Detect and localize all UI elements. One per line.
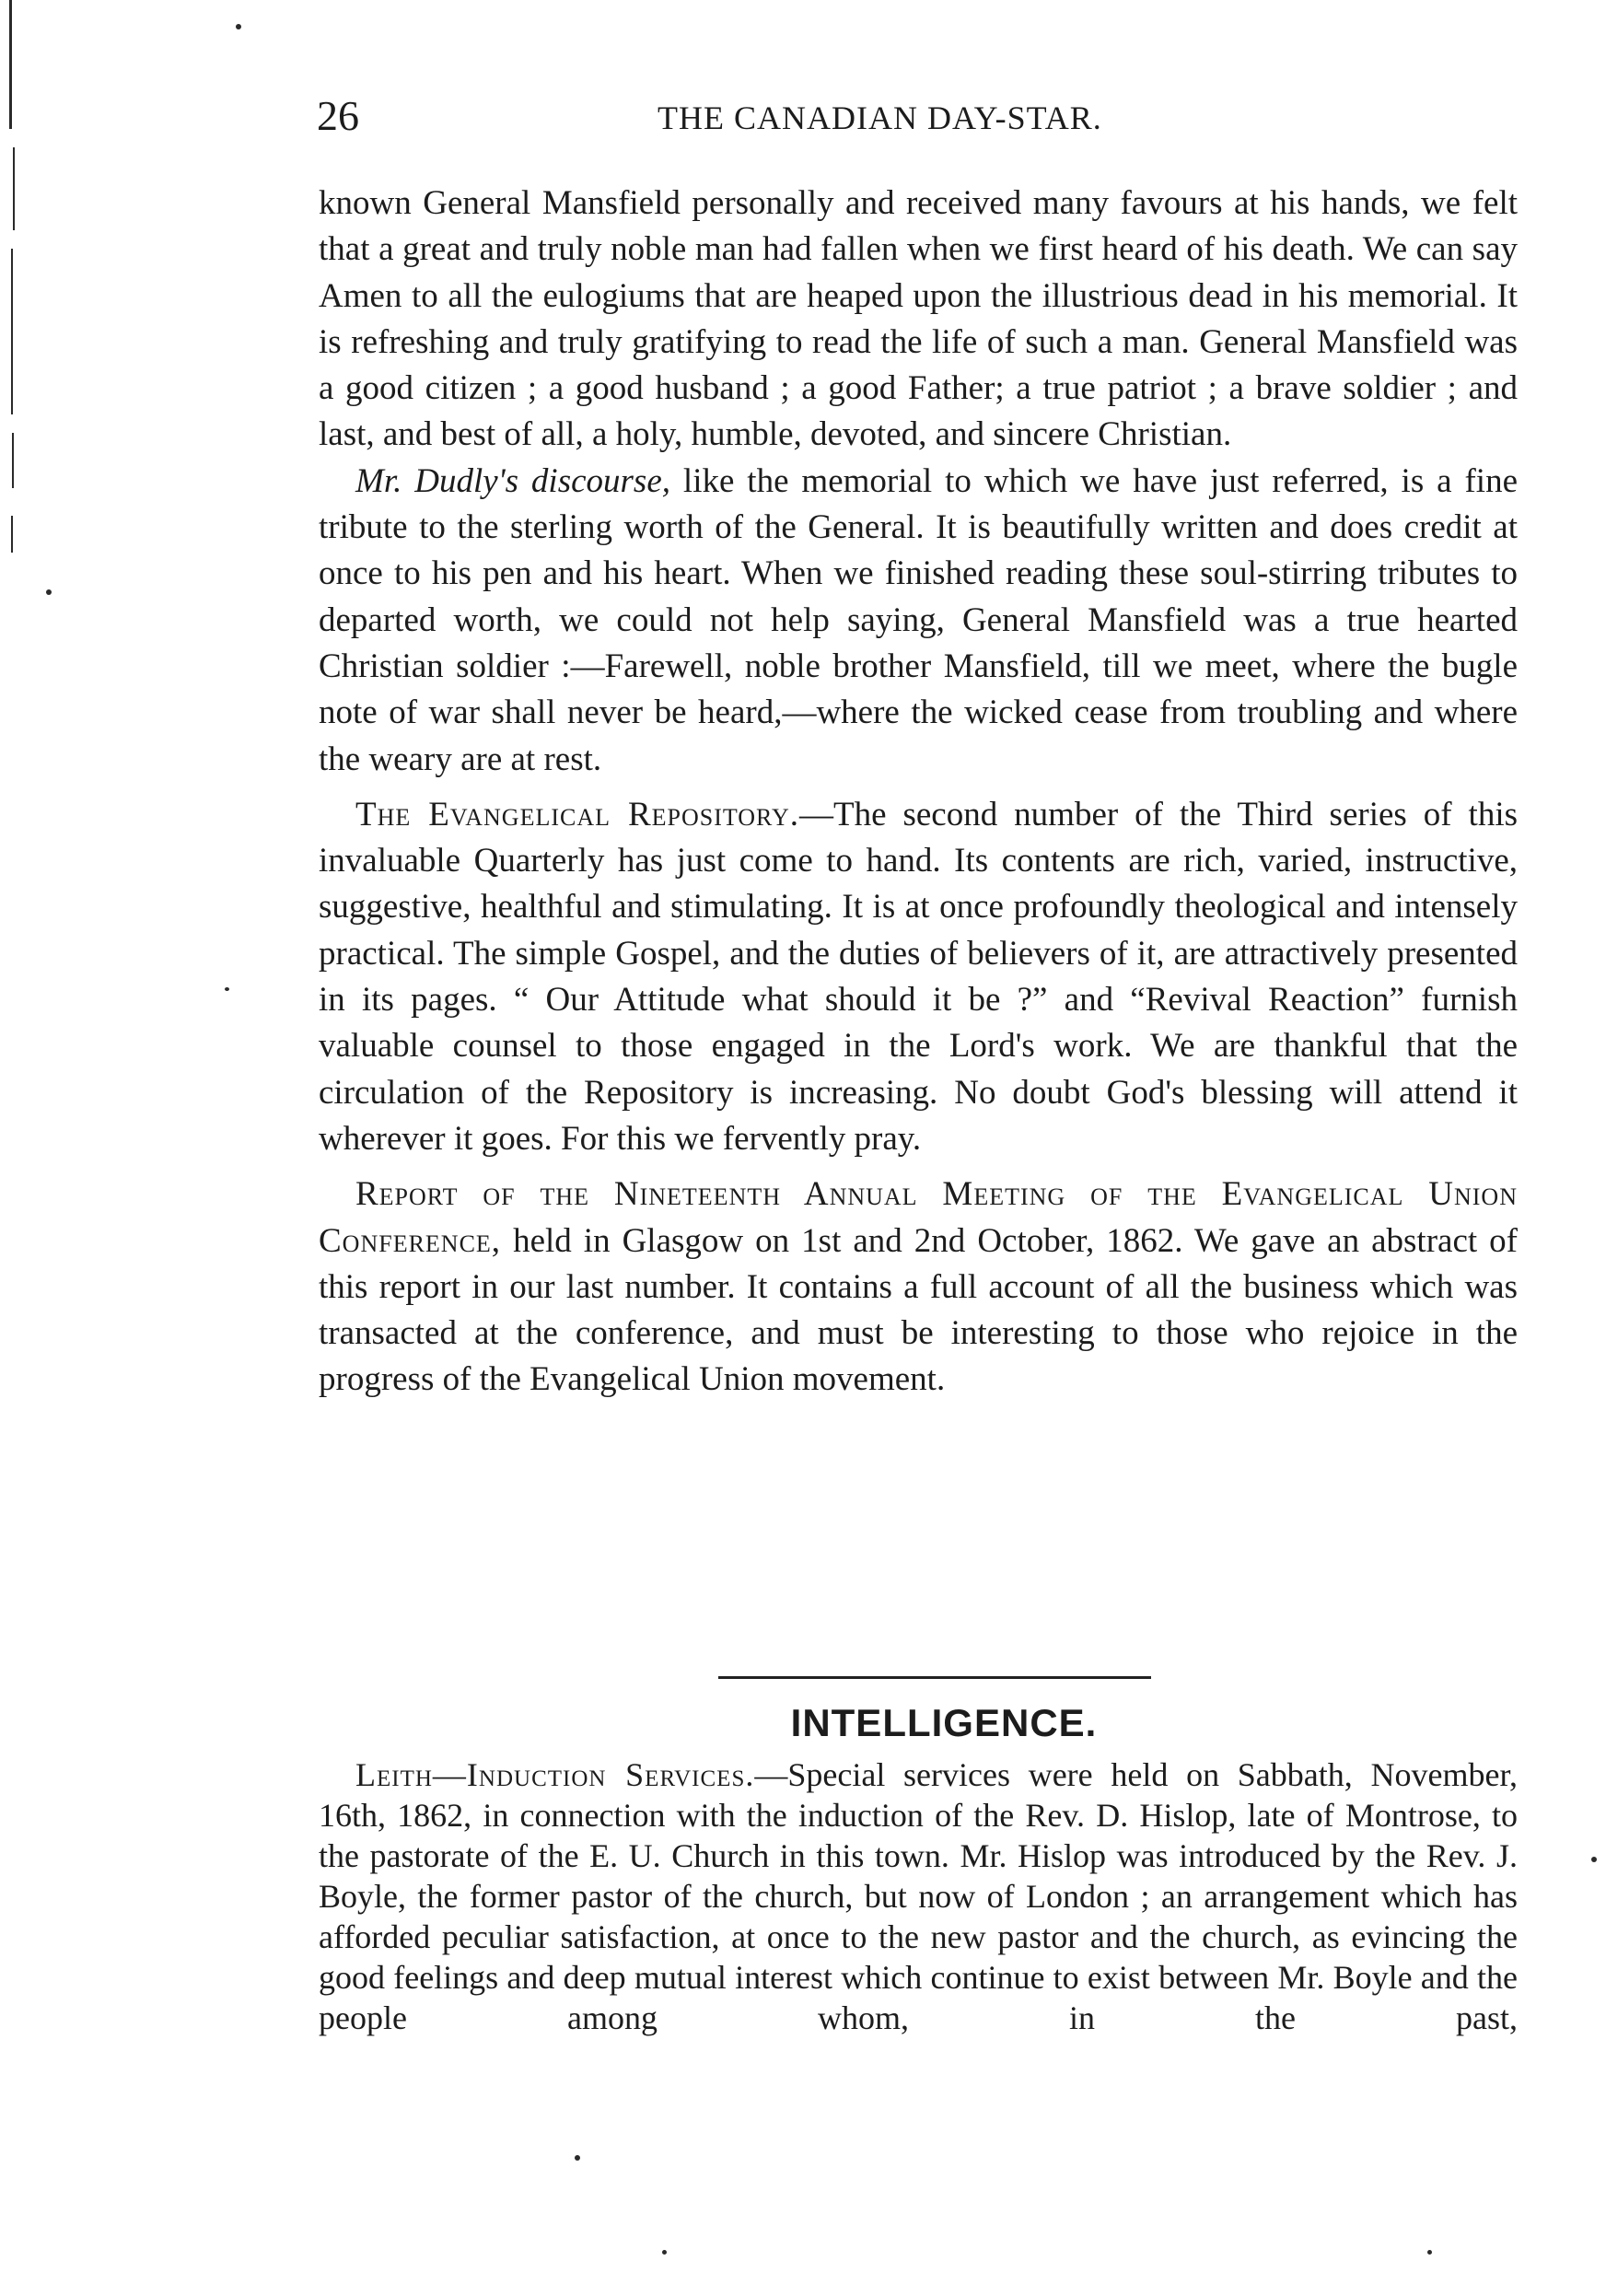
scan-speck [662, 2250, 667, 2255]
scan-speck [575, 2155, 580, 2161]
scan-edge-mark [12, 433, 14, 488]
page-number: 26 [317, 92, 359, 139]
section-heading-intelligence: INTELLIGENCE. [790, 1701, 1098, 1744]
scan-speck [1427, 2250, 1432, 2255]
scan-edge-mark [9, 0, 12, 129]
paragraph-lead: The Evangelical Repository. [355, 795, 799, 833]
page-header [317, 88, 1542, 144]
paragraph-leith-induction: Leith—Induction Services.—Special services were held on Sabbath, November, 16th, 1862, in connection with the induction of the Rev. D. Hislop, late of Montrose, to the pastorate of the E. U. Church in this town. Mr. Hislop was introduced by the Rev. J. Boyle, the former pastor of the church, but now of London ; an arrangement which has afforded peculiar satisfaction, at once to the new pastor and the church, as evincing the good feelings and deep mutual interest which continue to exist between Mr. Boyle and the people among whom, in the past, [319, 1756, 1518, 2036]
scan-edge-mark [11, 249, 13, 414]
scan-edge-mark [13, 147, 15, 230]
paragraph-lead: Leith—Induction Services. [355, 1756, 755, 1793]
paragraph-dudly-discourse: Mr. Dudly's discourse, like the memorial to which we have just referred, is a fine tribute to the sterling worth of the General. It is beautifully written and does credit at once to his pen and his heart. When we finished reading these soul-stirring tributes to departed worth, we could not help saying, General Mansfield was a true hearted Christian soldier :—Farewell, noble brother Mansfield, till we meet, where the bugle note of war shall never be heard,—where the wicked cease from troubling and where the weary are at rest. [319, 461, 1518, 778]
paragraph-lead: Mr. Dudly's discourse, [355, 461, 670, 500]
paragraph-evangelical-repository: The Evangelical Repository.—The second number of the Third series of this invaluable Quarterly has just come to hand. Its contents are rich, varied, instructive, suggestive, healthful and stimulating. It is at once profoundly theological and intensely practical. The simple Gospel, and the duties of believers of it, are attractively presented in its pages. “ Our Attitude what should it be ?” and “Revival Reaction” furnish valuable counsel to those engaged in the Lord's work. We are thankful that the circulation of the Repository is increasing. No doubt God's blessing will attend it wherever it goes. For this we fervently pray. [319, 795, 1518, 1158]
running-title: THE CANADIAN DAY-STAR. [658, 99, 1102, 136]
scan-edge-mark [11, 516, 13, 553]
scan-speck [236, 24, 241, 29]
article-body [319, 181, 1518, 1404]
paragraph-lead: Report of the Nineteenth Annual Meeting of the Evangelical Union Conference, [319, 1175, 1518, 1260]
paragraph-conference-report: Report of the Nineteenth Annual Meeting of the Evangelical Union Conference, held in Glasgow on 1st and 2nd October, 1862. We gave an abstract of this report in our last number. It contains a full account of all the business which was transacted at the conference, and must be interesting to those who rejoice in the progress of the Evangelical Union movement. [319, 1175, 1518, 1399]
section-divider [718, 1676, 1151, 1679]
scan-speck [225, 987, 229, 991]
scan-speck [46, 589, 52, 595]
paragraph-mansfield: known General Mansfield personally and received many favours at his hands, we felt that a great and truly noble man had fallen when we first heard of his death. We can say Amen to all the eulogiums that are heaped upon the illustrious dead in his memorial. It is refreshing and truly gratifying to read the life of such a man. General Mansfield was a good citizen ; a good husband ; a good Father; a true patriot ; a brave soldier ; and last, and best of all, a holy, humble, devoted, and sincere Christian. [319, 184, 1518, 454]
intelligence-body [319, 1754, 1518, 2038]
scan-speck [1591, 1857, 1597, 1862]
